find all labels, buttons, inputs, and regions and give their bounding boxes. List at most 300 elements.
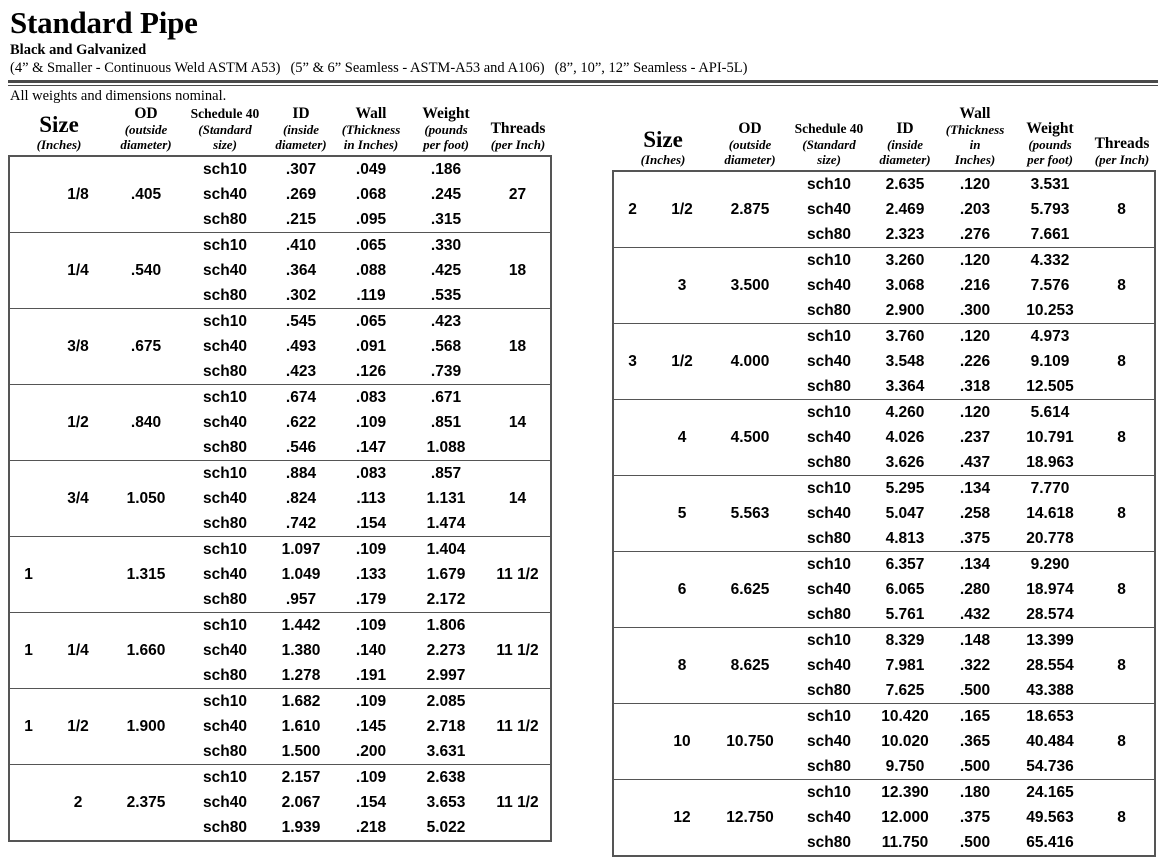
header-weight-sub1: (pounds xyxy=(1028,137,1072,152)
cell-wall-thickness: .318 xyxy=(959,378,991,395)
cell-inside-diameter: .674 xyxy=(285,389,317,406)
cell-weight-per-foot: 2.085 xyxy=(426,693,466,710)
cell-inside-diameter: .824 xyxy=(285,490,317,507)
cell-schedule: sch80 xyxy=(807,302,851,319)
cell-schedule: sch40 xyxy=(807,581,851,598)
cell-weight-per-foot: 65.416 xyxy=(1026,834,1074,851)
cell-schedule: sch80 xyxy=(203,287,247,304)
cell-threads-per-inch: 11 1/2 xyxy=(496,794,539,811)
pipe-table-right xyxy=(612,105,1156,857)
table-row xyxy=(9,309,551,335)
cell-inside-diameter: 4.813 xyxy=(885,530,925,547)
table-row xyxy=(613,476,1155,502)
cell-inside-diameter: 2.067 xyxy=(281,794,321,811)
cell-schedule: sch10 xyxy=(203,769,247,786)
cell-wall-thickness: .375 xyxy=(959,530,991,547)
cell-wall-thickness: .083 xyxy=(355,465,387,482)
cell-weight-per-foot: 2.638 xyxy=(426,769,466,786)
cell-inside-diameter: 2.900 xyxy=(885,302,925,319)
cell-weight-per-foot: 18.963 xyxy=(1026,454,1074,471)
cell-weight-per-foot: 18.653 xyxy=(1026,708,1074,725)
cell-wall-thickness: .109 xyxy=(355,541,387,558)
header-od-sub1: (outside xyxy=(124,122,168,137)
cell-threads-per-inch: 8 xyxy=(1117,505,1126,522)
cell-wall-thickness: .068 xyxy=(355,186,387,203)
cell-wall-thickness: .216 xyxy=(959,277,991,294)
column-header-threads xyxy=(485,105,551,156)
size-group xyxy=(613,628,1155,704)
cell-wall-thickness: .203 xyxy=(959,201,991,218)
cell-inside-diameter: .622 xyxy=(285,414,317,431)
cell-schedule: sch10 xyxy=(807,708,851,725)
cell-outside-diameter: 2.375 xyxy=(126,794,166,811)
column-header-schedule xyxy=(787,105,871,171)
cell-size-fraction: 1/4 xyxy=(67,262,89,279)
table-row xyxy=(613,400,1155,426)
table-row xyxy=(9,689,551,715)
cell-schedule: sch40 xyxy=(807,657,851,674)
cell-size-whole xyxy=(9,461,47,537)
cell-inside-diameter: .545 xyxy=(285,313,317,330)
cell-schedule: sch40 xyxy=(807,733,851,750)
cell-inside-diameter: 7.625 xyxy=(885,682,925,699)
cell-weight-per-foot: 2.172 xyxy=(426,591,466,608)
cell-wall-thickness: .120 xyxy=(959,252,991,269)
cell-outside-diameter: 4.500 xyxy=(730,429,770,446)
column-header-od xyxy=(109,105,183,156)
cell-wall-thickness: .500 xyxy=(959,758,991,775)
cell-weight-per-foot: 1.131 xyxy=(426,490,466,507)
cell-threads-per-inch: 8 xyxy=(1117,429,1126,446)
cell-size-fraction: 1/2 xyxy=(671,353,693,370)
cell-schedule: sch10 xyxy=(203,313,247,330)
header-wall-sub2: Inches) xyxy=(954,152,996,167)
cell-schedule: sch40 xyxy=(203,414,247,431)
header-od-main: OD xyxy=(134,105,158,122)
header-od-sub2: diameter) xyxy=(120,137,172,152)
cell-size-whole xyxy=(613,780,651,857)
cell-inside-diameter: 4.026 xyxy=(885,429,925,446)
header-row xyxy=(9,105,551,156)
cell-weight-per-foot: .739 xyxy=(430,363,462,380)
cell-size-fraction: 4 xyxy=(677,429,687,446)
size-group xyxy=(9,385,551,461)
cell-weight-per-foot: 12.505 xyxy=(1026,378,1074,395)
header-size-main: Size xyxy=(643,127,683,152)
cell-weight-per-foot: .535 xyxy=(430,287,462,304)
cell-weight-per-foot: 1.806 xyxy=(426,617,466,634)
cell-inside-diameter: 3.068 xyxy=(885,277,925,294)
cell-schedule: sch10 xyxy=(203,237,247,254)
tables-container xyxy=(8,105,1158,857)
cell-weight-per-foot: 28.554 xyxy=(1026,657,1074,674)
cell-outside-diameter: .540 xyxy=(130,262,162,279)
cell-wall-thickness: .109 xyxy=(355,693,387,710)
cell-wall-thickness: .091 xyxy=(355,338,387,355)
cell-schedule: sch80 xyxy=(807,682,851,699)
cell-size-whole xyxy=(613,704,651,780)
table-row xyxy=(613,324,1155,350)
cell-wall-thickness: .140 xyxy=(355,642,387,659)
cell-wall-thickness: .147 xyxy=(355,439,387,456)
header-id-sub2: diameter) xyxy=(879,152,931,167)
cell-schedule: sch40 xyxy=(203,642,247,659)
cell-size-fraction: 3/4 xyxy=(67,490,89,507)
size-group xyxy=(9,765,551,842)
cell-wall-thickness: .432 xyxy=(959,606,991,623)
cell-inside-diameter: 3.260 xyxy=(885,252,925,269)
table-row xyxy=(9,233,551,259)
table-row xyxy=(613,248,1155,274)
column-header-wall xyxy=(335,105,407,156)
cell-schedule: sch10 xyxy=(203,389,247,406)
cell-wall-thickness: .109 xyxy=(355,769,387,786)
cell-schedule: sch40 xyxy=(807,429,851,446)
cell-size-whole xyxy=(613,248,651,324)
column-header-id xyxy=(871,105,939,171)
size-group xyxy=(9,309,551,385)
size-group xyxy=(9,613,551,689)
cell-weight-per-foot: .186 xyxy=(430,161,462,178)
cell-schedule: sch40 xyxy=(807,505,851,522)
left-table-header xyxy=(9,105,551,156)
cell-size-fraction: 12 xyxy=(673,809,691,826)
cell-size-whole: 1 xyxy=(24,718,33,735)
cell-weight-per-foot: 43.388 xyxy=(1026,682,1074,699)
cell-inside-diameter: 1.380 xyxy=(281,642,321,659)
cell-size-fraction: 5 xyxy=(677,505,687,522)
cell-inside-diameter: 6.357 xyxy=(885,556,925,573)
cell-wall-thickness: .218 xyxy=(355,819,387,836)
cell-inside-diameter: 11.750 xyxy=(881,834,929,851)
header-threads-main: Threads xyxy=(490,120,546,137)
cell-weight-per-foot: 20.778 xyxy=(1026,530,1074,547)
cell-weight-per-foot: 9.290 xyxy=(1030,556,1070,573)
cell-wall-thickness: .148 xyxy=(959,632,991,649)
cell-size-whole xyxy=(9,309,47,385)
cell-outside-diameter: .675 xyxy=(130,338,162,355)
cell-inside-diameter: 1.278 xyxy=(281,667,321,684)
header-wall-sub1: (Thickness xyxy=(341,122,401,137)
cell-weight-per-foot: .330 xyxy=(430,237,462,254)
cell-weight-per-foot: 2.997 xyxy=(426,667,466,684)
table-row xyxy=(613,171,1155,197)
column-header-size xyxy=(613,105,713,171)
header-row xyxy=(613,105,1155,171)
cell-wall-thickness: .120 xyxy=(959,176,991,193)
cell-weight-per-foot: 1.679 xyxy=(426,566,466,583)
cell-weight-per-foot: .857 xyxy=(430,465,462,482)
cell-schedule: sch80 xyxy=(807,606,851,623)
spec-segment-3: (8”, 10”, 12” Seamless - API-5L) xyxy=(554,60,748,76)
cell-wall-thickness: .258 xyxy=(959,505,991,522)
cell-wall-thickness: .179 xyxy=(355,591,387,608)
cell-schedule: sch40 xyxy=(203,794,247,811)
cell-inside-diameter: 3.548 xyxy=(885,353,925,370)
cell-weight-per-foot: 4.973 xyxy=(1030,328,1070,345)
cell-wall-thickness: .120 xyxy=(959,404,991,421)
table-row xyxy=(613,704,1155,730)
cell-outside-diameter: 1.315 xyxy=(126,566,166,583)
cell-inside-diameter: 12.000 xyxy=(881,809,929,826)
header-id-sub1: (inside xyxy=(282,122,320,137)
right-table-wrapper xyxy=(612,105,1154,857)
cell-size-fraction: 3/8 xyxy=(67,338,89,355)
cell-schedule: sch10 xyxy=(807,328,851,345)
cell-weight-per-foot: 7.770 xyxy=(1030,480,1070,497)
cell-threads-per-inch: 8 xyxy=(1117,201,1126,218)
header-schedule-sub1: (Standard xyxy=(802,137,856,152)
cell-weight-per-foot: .851 xyxy=(430,414,462,431)
column-header-schedule xyxy=(183,105,267,156)
column-header-od xyxy=(713,105,787,171)
cell-wall-thickness: .300 xyxy=(959,302,991,319)
cell-wall-thickness: .134 xyxy=(959,480,991,497)
header-schedule-sub2: size) xyxy=(817,152,841,167)
header-schedule-main: Schedule 40 xyxy=(190,106,260,121)
cell-inside-diameter: 1.500 xyxy=(281,743,321,760)
column-header-wall xyxy=(939,105,1011,171)
column-header-weight xyxy=(407,105,485,156)
header-wall-main: Wall xyxy=(959,105,991,122)
cell-schedule: sch40 xyxy=(203,490,247,507)
cell-schedule: sch40 xyxy=(203,186,247,203)
cell-outside-diameter: 12.750 xyxy=(726,809,774,826)
cell-wall-thickness: .145 xyxy=(355,718,387,735)
size-group xyxy=(613,248,1155,324)
cell-schedule: sch40 xyxy=(807,809,851,826)
cell-threads-per-inch: 11 1/2 xyxy=(496,642,539,659)
cell-inside-diameter: .307 xyxy=(285,161,317,178)
cell-schedule: sch10 xyxy=(203,693,247,710)
cell-size-whole: 1 xyxy=(24,566,33,583)
cell-outside-diameter: 1.050 xyxy=(126,490,166,507)
cell-wall-thickness: .365 xyxy=(959,733,991,750)
header-weight-main: Weight xyxy=(1026,120,1074,137)
cell-wall-thickness: .154 xyxy=(355,515,387,532)
cell-weight-per-foot: 1.474 xyxy=(426,515,466,532)
cell-schedule: sch80 xyxy=(807,454,851,471)
size-group xyxy=(9,233,551,309)
cell-outside-diameter: 8.625 xyxy=(730,657,770,674)
cell-outside-diameter: .405 xyxy=(130,186,162,203)
cell-weight-per-foot: 7.576 xyxy=(1030,277,1070,294)
cell-size-fraction: 6 xyxy=(677,581,687,598)
cell-threads-per-inch: 8 xyxy=(1117,733,1126,750)
cell-schedule: sch80 xyxy=(807,834,851,851)
right-table-header xyxy=(613,105,1155,171)
table-row xyxy=(613,552,1155,578)
cell-size-fraction: 2 xyxy=(73,794,83,811)
cell-schedule: sch80 xyxy=(807,758,851,775)
cell-weight-per-foot: 28.574 xyxy=(1026,606,1074,623)
cell-size-whole xyxy=(613,628,651,704)
cell-schedule: sch80 xyxy=(203,363,247,380)
cell-inside-diameter: 2.157 xyxy=(281,769,321,786)
cell-threads-per-inch: 18 xyxy=(508,262,527,279)
cell-schedule: sch80 xyxy=(807,378,851,395)
cell-schedule: sch80 xyxy=(807,226,851,243)
cell-wall-thickness: .113 xyxy=(356,490,386,507)
cell-weight-per-foot: 5.022 xyxy=(426,819,466,836)
cell-inside-diameter: 10.420 xyxy=(881,708,929,725)
cell-inside-diameter: 5.295 xyxy=(885,480,925,497)
cell-size-whole xyxy=(9,233,47,309)
size-group xyxy=(613,400,1155,476)
size-group xyxy=(613,324,1155,400)
header-size-sub: (Inches) xyxy=(640,152,686,167)
header-weight-sub2: per foot) xyxy=(1027,152,1073,167)
cell-outside-diameter: 4.000 xyxy=(730,353,770,370)
cell-inside-diameter: .364 xyxy=(285,262,317,279)
cell-wall-thickness: .226 xyxy=(959,353,991,370)
cell-size-whole xyxy=(613,400,651,476)
cell-schedule: sch40 xyxy=(807,353,851,370)
cell-weight-per-foot: 4.332 xyxy=(1030,252,1070,269)
cell-inside-diameter: .423 xyxy=(285,363,317,380)
cell-wall-thickness: .126 xyxy=(355,363,387,380)
cell-weight-per-foot: .568 xyxy=(430,338,462,355)
table-row xyxy=(613,628,1155,654)
cell-inside-diameter: .493 xyxy=(285,338,317,355)
header-threads-sub: (per Inch) xyxy=(1094,152,1150,167)
cell-size-fraction: 1/2 xyxy=(67,414,89,431)
cell-inside-diameter: 8.329 xyxy=(885,632,925,649)
size-group xyxy=(9,461,551,537)
cell-inside-diameter: 4.260 xyxy=(885,404,925,421)
cell-size-whole: 2 xyxy=(628,201,637,218)
cell-weight-per-foot: 5.614 xyxy=(1030,404,1070,421)
cell-weight-per-foot: 24.165 xyxy=(1026,784,1074,801)
cell-threads-per-inch: 14 xyxy=(508,414,527,431)
cell-threads-per-inch: 27 xyxy=(508,186,527,203)
cell-weight-per-foot: 10.791 xyxy=(1026,429,1074,446)
cell-wall-thickness: .109 xyxy=(355,414,387,431)
cell-schedule: sch40 xyxy=(203,338,247,355)
cell-wall-thickness: .119 xyxy=(356,287,386,304)
cell-size-fraction: 1/2 xyxy=(671,201,693,218)
cell-wall-thickness: .375 xyxy=(959,809,991,826)
cell-inside-diameter: 1.049 xyxy=(281,566,321,583)
cell-inside-diameter: 1.097 xyxy=(281,541,321,558)
cell-schedule: sch80 xyxy=(203,743,247,760)
cell-schedule: sch80 xyxy=(203,667,247,684)
cell-weight-per-foot: 10.253 xyxy=(1026,302,1074,319)
size-group xyxy=(613,476,1155,552)
cell-wall-thickness: .095 xyxy=(355,211,387,228)
cell-wall-thickness: .276 xyxy=(959,226,991,243)
size-group xyxy=(9,689,551,765)
cell-inside-diameter: 10.020 xyxy=(881,733,929,750)
header-size-sub: (Inches) xyxy=(36,137,82,152)
cell-size-fraction: 3 xyxy=(677,277,687,294)
cell-wall-thickness: .120 xyxy=(959,328,991,345)
cell-weight-per-foot: 13.399 xyxy=(1026,632,1074,649)
spec-segment-1: (4” & Smaller - Continuous Weld ASTM A53) xyxy=(10,60,281,76)
cell-schedule: sch10 xyxy=(807,632,851,649)
cell-weight-per-foot: 3.653 xyxy=(426,794,466,811)
cell-inside-diameter: 7.981 xyxy=(885,657,925,674)
cell-weight-per-foot: 3.631 xyxy=(426,743,466,760)
cell-inside-diameter: 5.047 xyxy=(885,505,925,522)
cell-threads-per-inch: 11 1/2 xyxy=(496,566,539,583)
cell-inside-diameter: .957 xyxy=(285,591,317,608)
page-title: Standard Pipe xyxy=(10,5,198,40)
cell-outside-diameter: 2.875 xyxy=(730,201,770,218)
cell-schedule: sch10 xyxy=(807,404,851,421)
size-group xyxy=(613,780,1155,857)
cell-inside-diameter: 2.323 xyxy=(885,226,925,243)
left-table-wrapper xyxy=(8,105,550,842)
cell-inside-diameter: .742 xyxy=(285,515,317,532)
table-row xyxy=(9,385,551,411)
cell-wall-thickness: .154 xyxy=(355,794,387,811)
cell-outside-diameter: 3.500 xyxy=(730,277,770,294)
header-weight-main: Weight xyxy=(422,105,470,122)
header-od-main: OD xyxy=(738,120,762,137)
cell-weight-per-foot: 1.088 xyxy=(426,439,466,456)
cell-weight-per-foot: .425 xyxy=(430,262,462,279)
cell-size-fraction: 10 xyxy=(673,733,691,750)
horizontal-divider xyxy=(8,80,1158,86)
cell-schedule: sch40 xyxy=(203,262,247,279)
cell-size-whole xyxy=(9,156,47,233)
cell-wall-thickness: .200 xyxy=(355,743,387,760)
header-od-sub1: (outside xyxy=(728,137,772,152)
cell-weight-per-foot: 18.974 xyxy=(1026,581,1074,598)
cell-wall-thickness: .500 xyxy=(959,682,991,699)
pipe-table-left xyxy=(8,105,552,842)
size-group xyxy=(613,171,1155,248)
cell-wall-thickness: .088 xyxy=(355,262,387,279)
cell-threads-per-inch: 8 xyxy=(1117,277,1126,294)
header-id-main: ID xyxy=(292,105,310,122)
cell-size-fraction: 1/8 xyxy=(67,186,89,203)
cell-wall-thickness: .322 xyxy=(959,657,991,674)
cell-schedule: sch80 xyxy=(807,530,851,547)
cell-wall-thickness: .191 xyxy=(355,667,387,684)
column-header-weight xyxy=(1011,105,1089,171)
cell-size-fraction: 1/4 xyxy=(67,642,89,659)
cell-inside-diameter: 3.364 xyxy=(885,378,925,395)
cell-weight-per-foot: .671 xyxy=(430,389,462,406)
cell-schedule: sch80 xyxy=(203,591,247,608)
size-group xyxy=(613,704,1155,780)
cell-wall-thickness: .165 xyxy=(959,708,991,725)
cell-size-fraction xyxy=(47,537,109,613)
size-group xyxy=(9,156,551,233)
header-threads-main: Threads xyxy=(1094,135,1150,152)
cell-schedule: sch80 xyxy=(203,515,247,532)
cell-weight-per-foot: 49.563 xyxy=(1026,809,1074,826)
cell-schedule: sch10 xyxy=(203,465,247,482)
cell-schedule: sch10 xyxy=(807,480,851,497)
cell-wall-thickness: .134 xyxy=(959,556,991,573)
header-id-sub2: diameter) xyxy=(275,137,327,152)
table-row xyxy=(9,461,551,487)
cell-wall-thickness: .065 xyxy=(355,237,387,254)
cell-weight-per-foot: 54.736 xyxy=(1026,758,1074,775)
cell-weight-per-foot: 2.718 xyxy=(426,718,466,735)
spec-standards-line xyxy=(10,60,1158,77)
cell-threads-per-inch: 8 xyxy=(1117,353,1126,370)
cell-threads-per-inch: 8 xyxy=(1117,809,1126,826)
cell-wall-thickness: .500 xyxy=(959,834,991,851)
cell-size-whole xyxy=(9,385,47,461)
column-header-threads xyxy=(1089,105,1155,171)
cell-size-whole: 1 xyxy=(24,642,33,659)
cell-schedule: sch10 xyxy=(807,252,851,269)
